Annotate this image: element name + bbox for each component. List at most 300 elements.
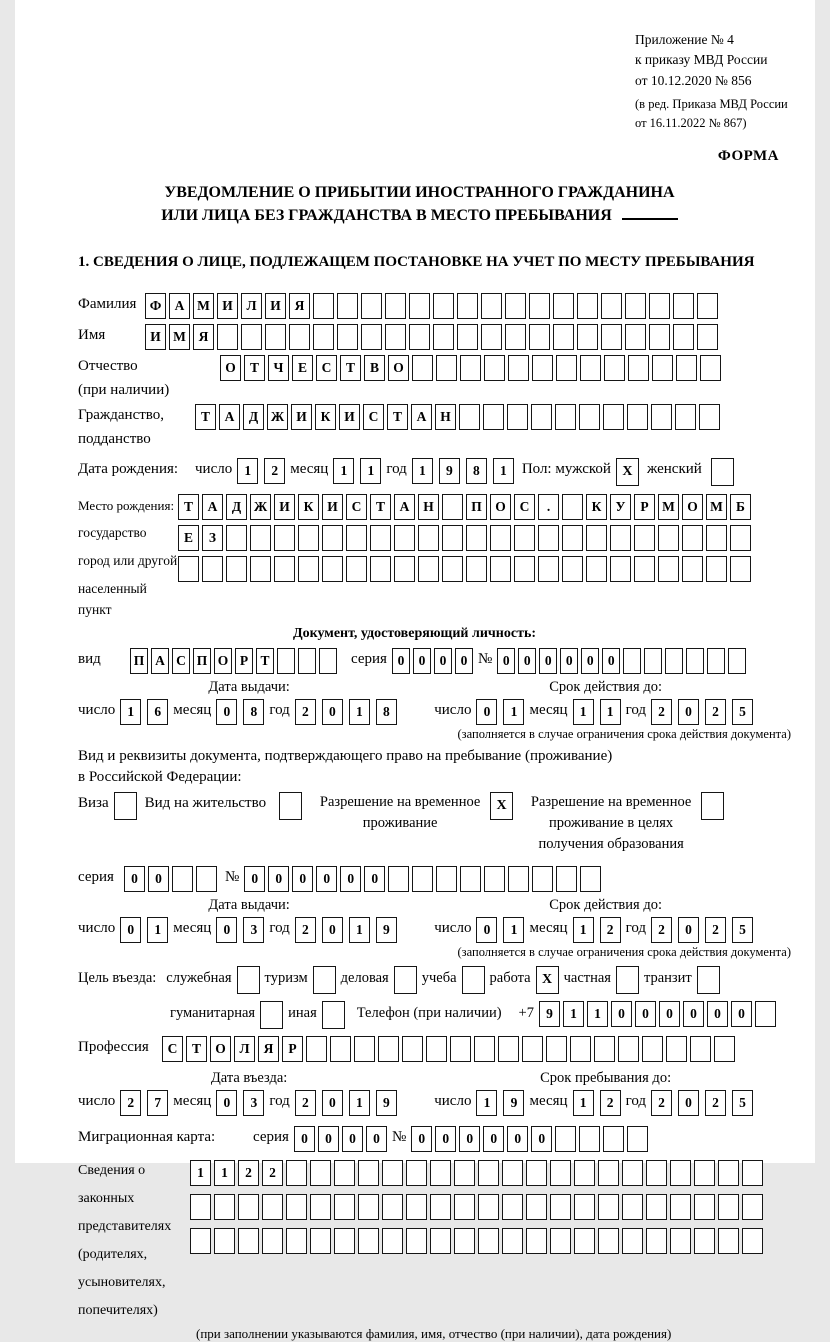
form-cell[interactable] (562, 525, 583, 551)
form-cell[interactable] (649, 293, 670, 319)
form-cell[interactable]: 2 (651, 699, 672, 725)
form-cell[interactable]: . (538, 494, 559, 520)
form-cell[interactable]: 2 (705, 917, 726, 943)
form-cell[interactable]: Т (256, 648, 274, 674)
form-cell[interactable] (742, 1160, 763, 1186)
form-cell[interactable]: 0 (148, 866, 169, 892)
form-cell[interactable]: 0 (683, 1001, 704, 1027)
form-cell[interactable] (618, 1036, 639, 1062)
form-cell[interactable] (526, 1228, 547, 1254)
form-cell[interactable]: Л (241, 293, 262, 319)
form-cell[interactable] (454, 1194, 475, 1220)
form-cell[interactable]: П (466, 494, 487, 520)
form-cell[interactable] (322, 556, 343, 582)
form-cell[interactable]: С (316, 355, 337, 381)
form-cell[interactable] (538, 556, 559, 582)
form-cell[interactable]: 1 (147, 917, 168, 943)
form-cell[interactable] (714, 1036, 735, 1062)
form-cell[interactable] (412, 355, 433, 381)
form-cell[interactable] (610, 525, 631, 551)
form-cell[interactable] (172, 866, 193, 892)
form-cell[interactable]: Р (282, 1036, 303, 1062)
form-cell[interactable] (604, 355, 625, 381)
form-cell[interactable]: И (322, 494, 343, 520)
form-cell[interactable] (358, 1228, 379, 1254)
form-cell[interactable] (214, 1194, 235, 1220)
form-cell[interactable]: 1 (237, 458, 258, 484)
form-cell[interactable] (580, 355, 601, 381)
form-cell[interactable] (277, 648, 295, 674)
form-cell[interactable] (634, 556, 655, 582)
form-cell[interactable]: 0 (244, 866, 265, 892)
form-cell[interactable]: 1 (349, 1090, 370, 1116)
form-cell[interactable]: 0 (216, 699, 237, 725)
form-cell[interactable] (666, 1036, 687, 1062)
form-cell[interactable]: 0 (216, 917, 237, 943)
form-cell[interactable] (226, 525, 247, 551)
form-cell[interactable] (730, 525, 751, 551)
form-cell[interactable] (625, 293, 646, 319)
form-cell[interactable]: А (169, 293, 190, 319)
form-cell[interactable] (406, 1160, 427, 1186)
form-cell[interactable]: О (210, 1036, 231, 1062)
form-cell[interactable] (697, 324, 718, 350)
form-cell[interactable] (742, 1228, 763, 1254)
form-cell[interactable] (298, 648, 316, 674)
form-cell[interactable] (555, 1126, 576, 1152)
form-cell[interactable]: Т (370, 494, 391, 520)
form-cell[interactable]: 9 (376, 1090, 397, 1116)
form-cell[interactable] (409, 293, 430, 319)
form-cell[interactable] (484, 866, 505, 892)
form-cell[interactable] (337, 293, 358, 319)
form-cell[interactable] (694, 1228, 715, 1254)
form-cell[interactable] (274, 525, 295, 551)
form-cell[interactable]: 0 (611, 1001, 632, 1027)
form-cell[interactable]: 2 (295, 917, 316, 943)
purpose-official-checkbox[interactable] (237, 966, 260, 994)
form-cell[interactable]: С (514, 494, 535, 520)
form-cell[interactable]: 1 (503, 699, 524, 725)
form-cell[interactable]: 1 (412, 458, 433, 484)
form-cell[interactable]: О (388, 355, 409, 381)
form-cell[interactable] (358, 1160, 379, 1186)
form-cell[interactable] (289, 324, 310, 350)
form-cell[interactable] (610, 556, 631, 582)
form-cell[interactable] (370, 525, 391, 551)
form-cell[interactable]: 1 (587, 1001, 608, 1027)
form-cell[interactable] (718, 1228, 739, 1254)
form-cell[interactable]: 0 (659, 1001, 680, 1027)
form-cell[interactable] (755, 1001, 776, 1027)
form-cell[interactable] (286, 1228, 307, 1254)
form-cell[interactable]: 0 (366, 1126, 387, 1152)
form-cell[interactable]: 1 (573, 917, 594, 943)
form-cell[interactable] (388, 866, 409, 892)
form-cell[interactable] (526, 1160, 547, 1186)
form-cell[interactable]: 0 (216, 1090, 237, 1116)
form-cell[interactable]: А (394, 494, 415, 520)
form-cell[interactable] (502, 1194, 523, 1220)
form-cell[interactable] (728, 648, 746, 674)
form-cell[interactable] (418, 525, 439, 551)
form-cell[interactable]: 0 (392, 648, 410, 674)
form-cell[interactable]: 1 (563, 1001, 584, 1027)
form-cell[interactable] (466, 556, 487, 582)
form-cell[interactable]: 0 (120, 917, 141, 943)
form-cell[interactable] (538, 525, 559, 551)
form-cell[interactable] (697, 293, 718, 319)
form-cell[interactable]: Е (292, 355, 313, 381)
form-cell[interactable] (577, 293, 598, 319)
form-cell[interactable]: Р (634, 494, 655, 520)
form-cell[interactable] (250, 556, 271, 582)
form-cell[interactable] (627, 1126, 648, 1152)
form-cell[interactable]: Е (178, 525, 199, 551)
form-cell[interactable] (673, 293, 694, 319)
form-cell[interactable]: У (610, 494, 631, 520)
form-cell[interactable] (634, 525, 655, 551)
form-cell[interactable]: С (162, 1036, 183, 1062)
form-cell[interactable] (579, 1126, 600, 1152)
form-cell[interactable] (262, 1194, 283, 1220)
form-cell[interactable]: 9 (539, 1001, 560, 1027)
sex-male-checkbox[interactable]: X (616, 458, 639, 486)
form-cell[interactable] (644, 648, 662, 674)
form-cell[interactable]: М (193, 293, 214, 319)
form-cell[interactable] (594, 1036, 615, 1062)
purpose-study-checkbox[interactable] (462, 966, 485, 994)
form-cell[interactable]: Т (387, 404, 408, 430)
form-cell[interactable] (622, 1194, 643, 1220)
form-cell[interactable]: 0 (342, 1126, 363, 1152)
form-cell[interactable] (529, 324, 550, 350)
form-cell[interactable] (505, 324, 526, 350)
form-cell[interactable]: 0 (476, 917, 497, 943)
form-cell[interactable] (433, 324, 454, 350)
temp-residence-edu-checkbox[interactable] (701, 792, 724, 820)
form-cell[interactable]: 0 (707, 1001, 728, 1027)
form-cell[interactable] (382, 1194, 403, 1220)
form-cell[interactable] (490, 525, 511, 551)
form-cell[interactable] (418, 556, 439, 582)
form-cell[interactable] (628, 355, 649, 381)
form-cell[interactable] (553, 293, 574, 319)
form-cell[interactable] (598, 1194, 619, 1220)
form-cell[interactable]: 6 (147, 699, 168, 725)
form-cell[interactable] (646, 1228, 667, 1254)
form-cell[interactable] (574, 1160, 595, 1186)
form-cell[interactable] (531, 404, 552, 430)
form-cell[interactable] (313, 293, 334, 319)
form-cell[interactable] (556, 866, 577, 892)
form-cell[interactable] (433, 293, 454, 319)
form-cell[interactable]: А (151, 648, 169, 674)
form-cell[interactable] (706, 556, 727, 582)
form-cell[interactable] (466, 525, 487, 551)
purpose-work-checkbox[interactable]: X (536, 966, 559, 994)
purpose-other-checkbox[interactable] (322, 1001, 345, 1029)
form-cell[interactable] (490, 556, 511, 582)
form-cell[interactable] (457, 324, 478, 350)
form-cell[interactable] (502, 1160, 523, 1186)
form-cell[interactable]: 1 (349, 699, 370, 725)
form-cell[interactable] (603, 404, 624, 430)
form-cell[interactable]: 0 (364, 866, 385, 892)
form-cell[interactable] (483, 404, 504, 430)
form-cell[interactable]: 8 (376, 699, 397, 725)
form-cell[interactable]: 2 (705, 699, 726, 725)
form-cell[interactable] (623, 648, 641, 674)
form-cell[interactable] (310, 1194, 331, 1220)
form-cell[interactable]: Л (234, 1036, 255, 1062)
form-cell[interactable] (670, 1160, 691, 1186)
form-cell[interactable] (460, 866, 481, 892)
form-cell[interactable] (718, 1194, 739, 1220)
form-cell[interactable] (601, 324, 622, 350)
form-cell[interactable] (442, 494, 463, 520)
form-cell[interactable] (346, 556, 367, 582)
form-cell[interactable] (574, 1228, 595, 1254)
form-cell[interactable]: 0 (322, 699, 343, 725)
form-cell[interactable] (508, 866, 529, 892)
form-cell[interactable]: 1 (333, 458, 354, 484)
form-cell[interactable] (454, 1160, 475, 1186)
form-cell[interactable]: Н (418, 494, 439, 520)
form-cell[interactable] (562, 494, 583, 520)
form-cell[interactable] (646, 1194, 667, 1220)
form-cell[interactable] (532, 866, 553, 892)
form-cell[interactable]: 1 (120, 699, 141, 725)
form-cell[interactable] (361, 324, 382, 350)
form-cell[interactable]: 7 (147, 1090, 168, 1116)
form-cell[interactable]: 0 (483, 1126, 504, 1152)
form-cell[interactable] (286, 1160, 307, 1186)
form-cell[interactable] (430, 1228, 451, 1254)
form-cell[interactable] (358, 1194, 379, 1220)
form-cell[interactable]: 0 (531, 1126, 552, 1152)
form-cell[interactable] (442, 525, 463, 551)
form-cell[interactable]: 3 (243, 917, 264, 943)
form-cell[interactable] (550, 1194, 571, 1220)
form-cell[interactable] (196, 866, 217, 892)
form-cell[interactable]: Р (235, 648, 253, 674)
form-cell[interactable]: 2 (651, 1090, 672, 1116)
form-cell[interactable] (478, 1160, 499, 1186)
form-cell[interactable] (505, 293, 526, 319)
sex-female-checkbox[interactable] (711, 458, 734, 486)
form-cell[interactable] (622, 1228, 643, 1254)
form-cell[interactable] (532, 355, 553, 381)
form-cell[interactable] (457, 293, 478, 319)
form-cell[interactable] (394, 525, 415, 551)
form-cell[interactable] (238, 1194, 259, 1220)
form-cell[interactable] (460, 355, 481, 381)
form-cell[interactable]: 0 (581, 648, 599, 674)
form-cell[interactable] (598, 1228, 619, 1254)
purpose-tourism-checkbox[interactable] (313, 966, 336, 994)
form-cell[interactable] (310, 1160, 331, 1186)
form-cell[interactable]: О (220, 355, 241, 381)
form-cell[interactable]: М (706, 494, 727, 520)
form-cell[interactable] (670, 1194, 691, 1220)
form-cell[interactable]: М (169, 324, 190, 350)
form-cell[interactable] (274, 556, 295, 582)
form-cell[interactable] (382, 1160, 403, 1186)
form-cell[interactable]: 9 (503, 1090, 524, 1116)
form-cell[interactable]: О (214, 648, 232, 674)
form-cell[interactable] (529, 293, 550, 319)
form-cell[interactable] (262, 1228, 283, 1254)
form-cell[interactable]: 1 (493, 458, 514, 484)
form-cell[interactable] (298, 556, 319, 582)
form-cell[interactable]: 2 (295, 699, 316, 725)
form-cell[interactable] (406, 1228, 427, 1254)
form-cell[interactable] (442, 556, 463, 582)
form-cell[interactable]: К (586, 494, 607, 520)
form-cell[interactable]: А (202, 494, 223, 520)
form-cell[interactable]: И (291, 404, 312, 430)
form-cell[interactable] (238, 1228, 259, 1254)
form-cell[interactable] (700, 355, 721, 381)
form-cell[interactable]: О (490, 494, 511, 520)
form-cell[interactable]: М (658, 494, 679, 520)
form-cell[interactable]: 1 (476, 1090, 497, 1116)
form-cell[interactable] (286, 1194, 307, 1220)
form-cell[interactable] (378, 1036, 399, 1062)
form-cell[interactable] (370, 556, 391, 582)
form-cell[interactable]: 9 (439, 458, 460, 484)
form-cell[interactable]: 1 (573, 699, 594, 725)
form-cell[interactable] (319, 648, 337, 674)
form-cell[interactable] (586, 525, 607, 551)
form-cell[interactable]: 1 (214, 1160, 235, 1186)
form-cell[interactable]: П (193, 648, 211, 674)
form-cell[interactable]: 9 (376, 917, 397, 943)
form-cell[interactable]: И (274, 494, 295, 520)
form-cell[interactable]: С (363, 404, 384, 430)
form-cell[interactable] (346, 525, 367, 551)
form-cell[interactable] (450, 1036, 471, 1062)
form-cell[interactable]: Т (186, 1036, 207, 1062)
form-cell[interactable]: 8 (243, 699, 264, 725)
form-cell[interactable]: Б (730, 494, 751, 520)
form-cell[interactable] (322, 525, 343, 551)
form-cell[interactable]: Д (243, 404, 264, 430)
form-cell[interactable] (675, 404, 696, 430)
form-cell[interactable] (514, 556, 535, 582)
form-cell[interactable] (658, 556, 679, 582)
form-cell[interactable] (481, 324, 502, 350)
form-cell[interactable] (550, 1160, 571, 1186)
form-cell[interactable] (385, 324, 406, 350)
form-cell[interactable] (241, 324, 262, 350)
form-cell[interactable]: Ж (250, 494, 271, 520)
form-cell[interactable]: 0 (539, 648, 557, 674)
form-cell[interactable] (682, 525, 703, 551)
form-cell[interactable] (622, 1160, 643, 1186)
form-cell[interactable]: 0 (678, 699, 699, 725)
form-cell[interactable]: 0 (413, 648, 431, 674)
form-cell[interactable] (658, 525, 679, 551)
form-cell[interactable]: 0 (434, 648, 452, 674)
form-cell[interactable] (214, 1228, 235, 1254)
form-cell[interactable]: 1 (573, 1090, 594, 1116)
form-cell[interactable] (580, 866, 601, 892)
form-cell[interactable]: 0 (316, 866, 337, 892)
form-cell[interactable]: 0 (560, 648, 578, 674)
form-cell[interactable] (555, 404, 576, 430)
form-cell[interactable] (330, 1036, 351, 1062)
form-cell[interactable] (361, 293, 382, 319)
form-cell[interactable]: 1 (190, 1160, 211, 1186)
form-cell[interactable]: 0 (497, 648, 515, 674)
form-cell[interactable] (706, 525, 727, 551)
form-cell[interactable] (694, 1194, 715, 1220)
form-cell[interactable]: А (219, 404, 240, 430)
form-cell[interactable] (436, 355, 457, 381)
form-cell[interactable] (334, 1160, 355, 1186)
form-cell[interactable] (730, 556, 751, 582)
form-cell[interactable] (394, 556, 415, 582)
residence-permit-checkbox[interactable] (279, 792, 302, 820)
form-cell[interactable]: 0 (507, 1126, 528, 1152)
form-cell[interactable]: Д (226, 494, 247, 520)
form-cell[interactable]: 0 (318, 1126, 339, 1152)
form-cell[interactable]: 3 (243, 1090, 264, 1116)
form-cell[interactable] (306, 1036, 327, 1062)
form-cell[interactable] (190, 1194, 211, 1220)
form-cell[interactable] (651, 404, 672, 430)
form-cell[interactable]: 2 (295, 1090, 316, 1116)
form-cell[interactable] (430, 1160, 451, 1186)
form-cell[interactable] (217, 324, 238, 350)
form-cell[interactable]: 0 (435, 1126, 456, 1152)
form-cell[interactable] (354, 1036, 375, 1062)
form-cell[interactable] (313, 324, 334, 350)
form-cell[interactable] (508, 355, 529, 381)
form-cell[interactable]: Я (289, 293, 310, 319)
form-cell[interactable]: 0 (459, 1126, 480, 1152)
form-cell[interactable] (682, 556, 703, 582)
form-cell[interactable] (454, 1228, 475, 1254)
form-cell[interactable] (406, 1194, 427, 1220)
form-cell[interactable]: 8 (466, 458, 487, 484)
form-cell[interactable]: Т (340, 355, 361, 381)
form-cell[interactable] (481, 293, 502, 319)
form-cell[interactable]: 2 (600, 1090, 621, 1116)
form-cell[interactable] (625, 324, 646, 350)
purpose-business-checkbox[interactable] (394, 966, 417, 994)
form-cell[interactable]: П (130, 648, 148, 674)
form-cell[interactable]: 0 (602, 648, 620, 674)
form-cell[interactable] (310, 1228, 331, 1254)
form-cell[interactable] (570, 1036, 591, 1062)
form-cell[interactable]: 2 (238, 1160, 259, 1186)
form-cell[interactable] (498, 1036, 519, 1062)
form-cell[interactable]: Н (435, 404, 456, 430)
form-cell[interactable] (550, 1228, 571, 1254)
form-cell[interactable]: И (217, 293, 238, 319)
form-cell[interactable] (412, 866, 433, 892)
form-cell[interactable]: 0 (678, 1090, 699, 1116)
form-cell[interactable]: 0 (476, 699, 497, 725)
form-cell[interactable] (484, 355, 505, 381)
form-cell[interactable] (526, 1194, 547, 1220)
form-cell[interactable]: О (682, 494, 703, 520)
form-cell[interactable]: В (364, 355, 385, 381)
form-cell[interactable] (337, 324, 358, 350)
